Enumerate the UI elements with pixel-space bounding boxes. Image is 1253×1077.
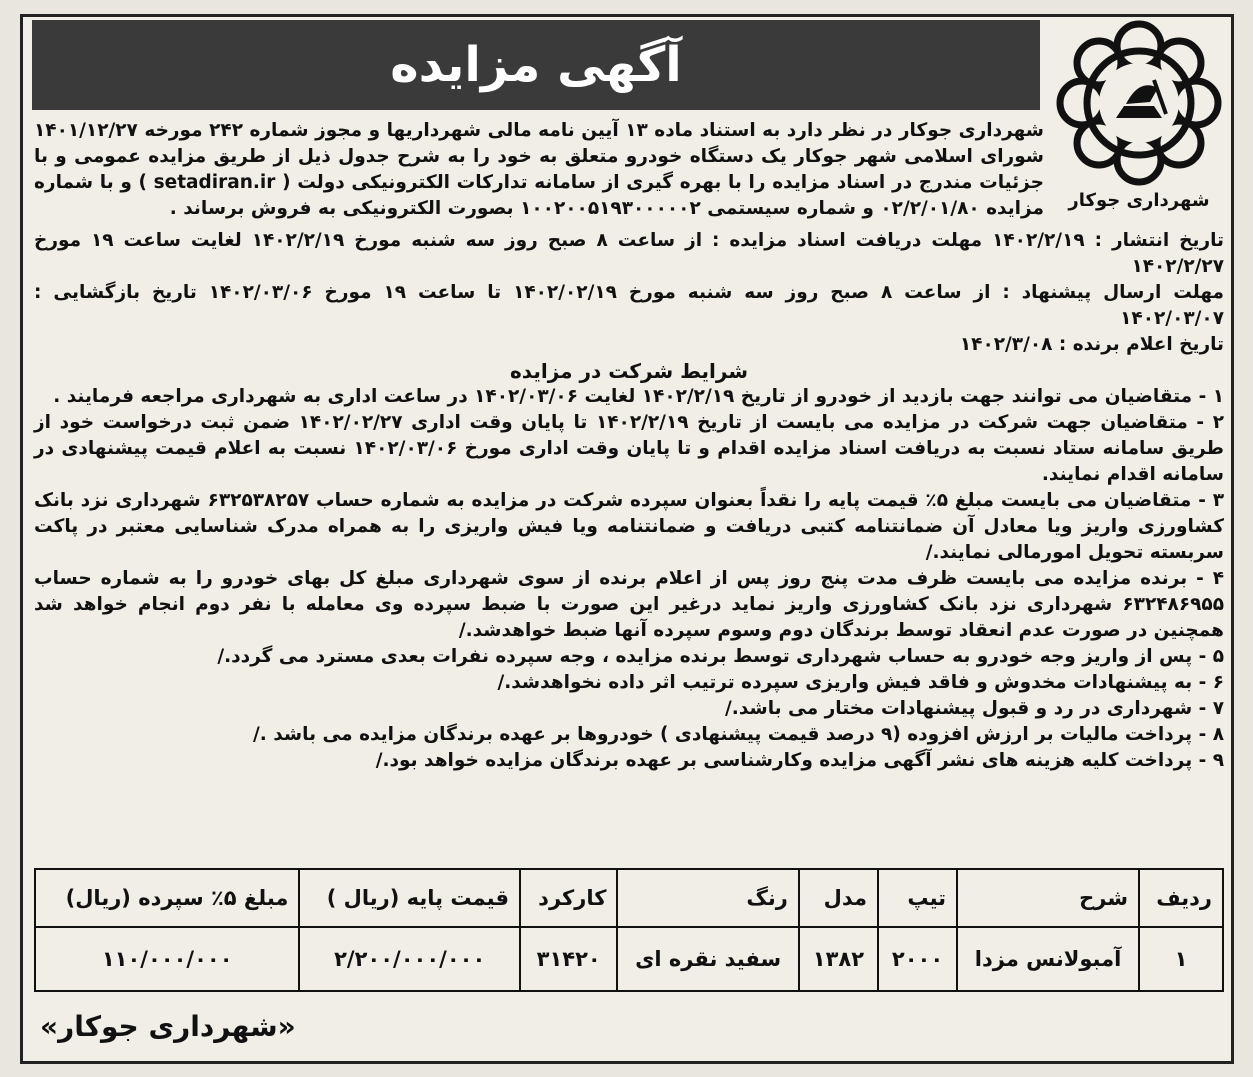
vehicle-table: [34, 868, 1224, 992]
submission-dates: مهلت ارسال پیشنهاد : از ساعت ۸ صبح روز سه شنبه مورخ ۱۴۰۲/۰۲/۱۹ تا ساعت ۱۹ مورخ ۱۴۰۲/۰۳/۰۶ تاریخ بازگشایی : ۱۴۰۲/۰۳/۰۷: [34, 282, 1225, 329]
condition-item: ۷ - شهرداری در رد و قبول پیشنهادات مختار می باشد./: [725, 698, 1224, 719]
table-cell: ۳۱۴۲۰: [520, 927, 617, 991]
table-row: [35, 927, 1223, 991]
column-header: رنگ: [617, 869, 798, 927]
column-header: مبلغ ۵٪ سپرده (ریال): [35, 869, 299, 927]
conditions-title: شرایط شرکت در مزایده: [509, 359, 749, 383]
condition-item: ۲ - متقاضیان جهت شرکت در مزایده می بایست از تاریخ ۱۴۰۲/۲/۱۹ تا پایان وقت اداری ۱۴۰۲/۰۲/۲۷ ضمن ثبت درخواست خود از طریق سامانه ستاد نسبت به دریافت اسناد مزایده اقدام و تا پایان وقت اداری مورخ ۱۴۰۲/۰۳/۰۶ نسبت به اعلام قیمت پیشنهادی در سامانه اقدام نمایند.: [34, 412, 1224, 485]
condition-item: ۴ - برنده مزایده می بایست ظرف مدت پنج روز پس از اعلام برنده از سوی شهرداری مبلغ کل بهای خودرو را به شماره حساب ۶۳۲۴۸۶۹۵۵ شهرداری نزد بانک کشاورزی واریز نماید درغیر این صورت با ضبط سپرده وی معامله با نفر دوم انجام خواهد شد همچنین در صورت عدم انعقاد توسط برندگان دوم وسوم سپرده آنها ضبط خواهدشد./: [34, 568, 1224, 641]
table-header-row: [35, 869, 1223, 927]
condition-item: ۹ - پرداخت کلیه هزینه های نشر آگهی مزایده وکارشناسی بر عهده برندگان مزایده خواهد بود./: [375, 750, 1224, 771]
logo-caption: شهرداری جوکار: [1068, 190, 1210, 211]
table-cell: ۲/۲۰۰/۰۰۰/۰۰۰: [299, 927, 520, 991]
publication-dates: تاریخ انتشار : ۱۴۰۲/۲/۱۹ مهلت دریافت اسناد مزایده : از ساعت ۸ صبح روز سه شنبه مورخ ۱۴۰۲/۲/۱۹ لغایت ساعت ۱۹ مورخ ۱۴۰۲/۲/۲۷: [34, 230, 1224, 277]
condition-item: ۶ - به پیشنهادات مخدوش و فاقد فیش واریزی سپرده ترتیب اثر داده نخواهدشد./: [497, 672, 1224, 693]
notice-title: آگهی مزایده: [32, 20, 1040, 110]
condition-item: ۵ - پس از واریز وجه خودرو به حساب شهرداری توسط برنده مزایده ، وجه سپرده نفرات بعدی مسترد می گردد./: [217, 646, 1224, 667]
table-cell: سفید نقره ای: [617, 927, 798, 991]
condition-item: ۳ - متقاضیان می بایست مبلغ ۵٪ قیمت پایه را نقداً بعنوان سپرده شرکت در مزایده به شماره حساب ۶۳۲۵۳۸۲۵۷ شهرداری نزد بانک کشاورزی واریز ویا معادل آن ضمانتنامه کتبی دریافت و ضمانتنامه ویا فیش واریزی را به همراه مدرک شناسایی معتبر در پاکت سربسته تحویل امورمالی نمایند./: [34, 490, 1224, 563]
intro-paragraph: شهرداری جوکار در نظر دارد به استناد ماده ۱۳ آیین نامه مالی شهرداریها و مجوز شماره ۲۴۲ مورخه ۱۴۰۱/۱۲/۲۷ شورای اسلامی شهر جوکار یک دستگاه خودرو متعلق به خود را به شرح جدول ذیل از طریق مزایده عمومی و با جزئیات مندرج در اسناد مزایده را با بهره گیری از سامانه تدارکات الکترونیکی دولت ( setadiran.ir ) و با شماره مزایده ۰۲/۲/۰۱/۸۰ و شماره سیستمی ۱۰۰۲۰۰۵۱۹۳۰۰۰۰۰۲ بصورت الکترونیکی به فروش برساند .: [34, 120, 1045, 219]
table-cell: ۱۱۰/۰۰۰/۰۰۰: [35, 927, 299, 991]
column-header: قیمت پایه (ریال ): [299, 869, 520, 927]
condition-item: ۱ - متقاضیان می توانند جهت بازدید از خودرو از تاریخ ۱۴۰۲/۲/۱۹ لغایت ۱۴۰۲/۰۳/۰۶ در ساعت اداری به شهرداری مراجعه فرمایند .: [53, 386, 1224, 407]
column-header: شرح: [957, 869, 1139, 927]
table-cell: ۲۰۰۰: [878, 927, 957, 991]
column-header: کارکرد: [520, 869, 617, 927]
condition-item: ۸ - پرداخت مالیات بر ارزش افزوده (۹ درصد قیمت پیشنهادی ) خودروها بر عهده برندگان مزایده می باشد ./: [253, 724, 1224, 745]
notice-body: [34, 228, 1224, 774]
column-header: ردیف: [1139, 869, 1223, 927]
municipality-logo: [1049, 18, 1229, 218]
winner-date: تاریخ اعلام برنده : ۱۴۰۲/۳/۰۸: [959, 334, 1224, 355]
logo-emblem-icon: [1054, 18, 1224, 188]
column-header: تیپ: [878, 869, 957, 927]
signature: «شهرداری جوکار»: [40, 1010, 296, 1043]
table-cell: ۱: [1139, 927, 1223, 991]
table-cell: ۱۳۸۲: [799, 927, 878, 991]
column-header: مدل: [799, 869, 878, 927]
table-cell: آمبولانس مزدا: [957, 927, 1139, 991]
